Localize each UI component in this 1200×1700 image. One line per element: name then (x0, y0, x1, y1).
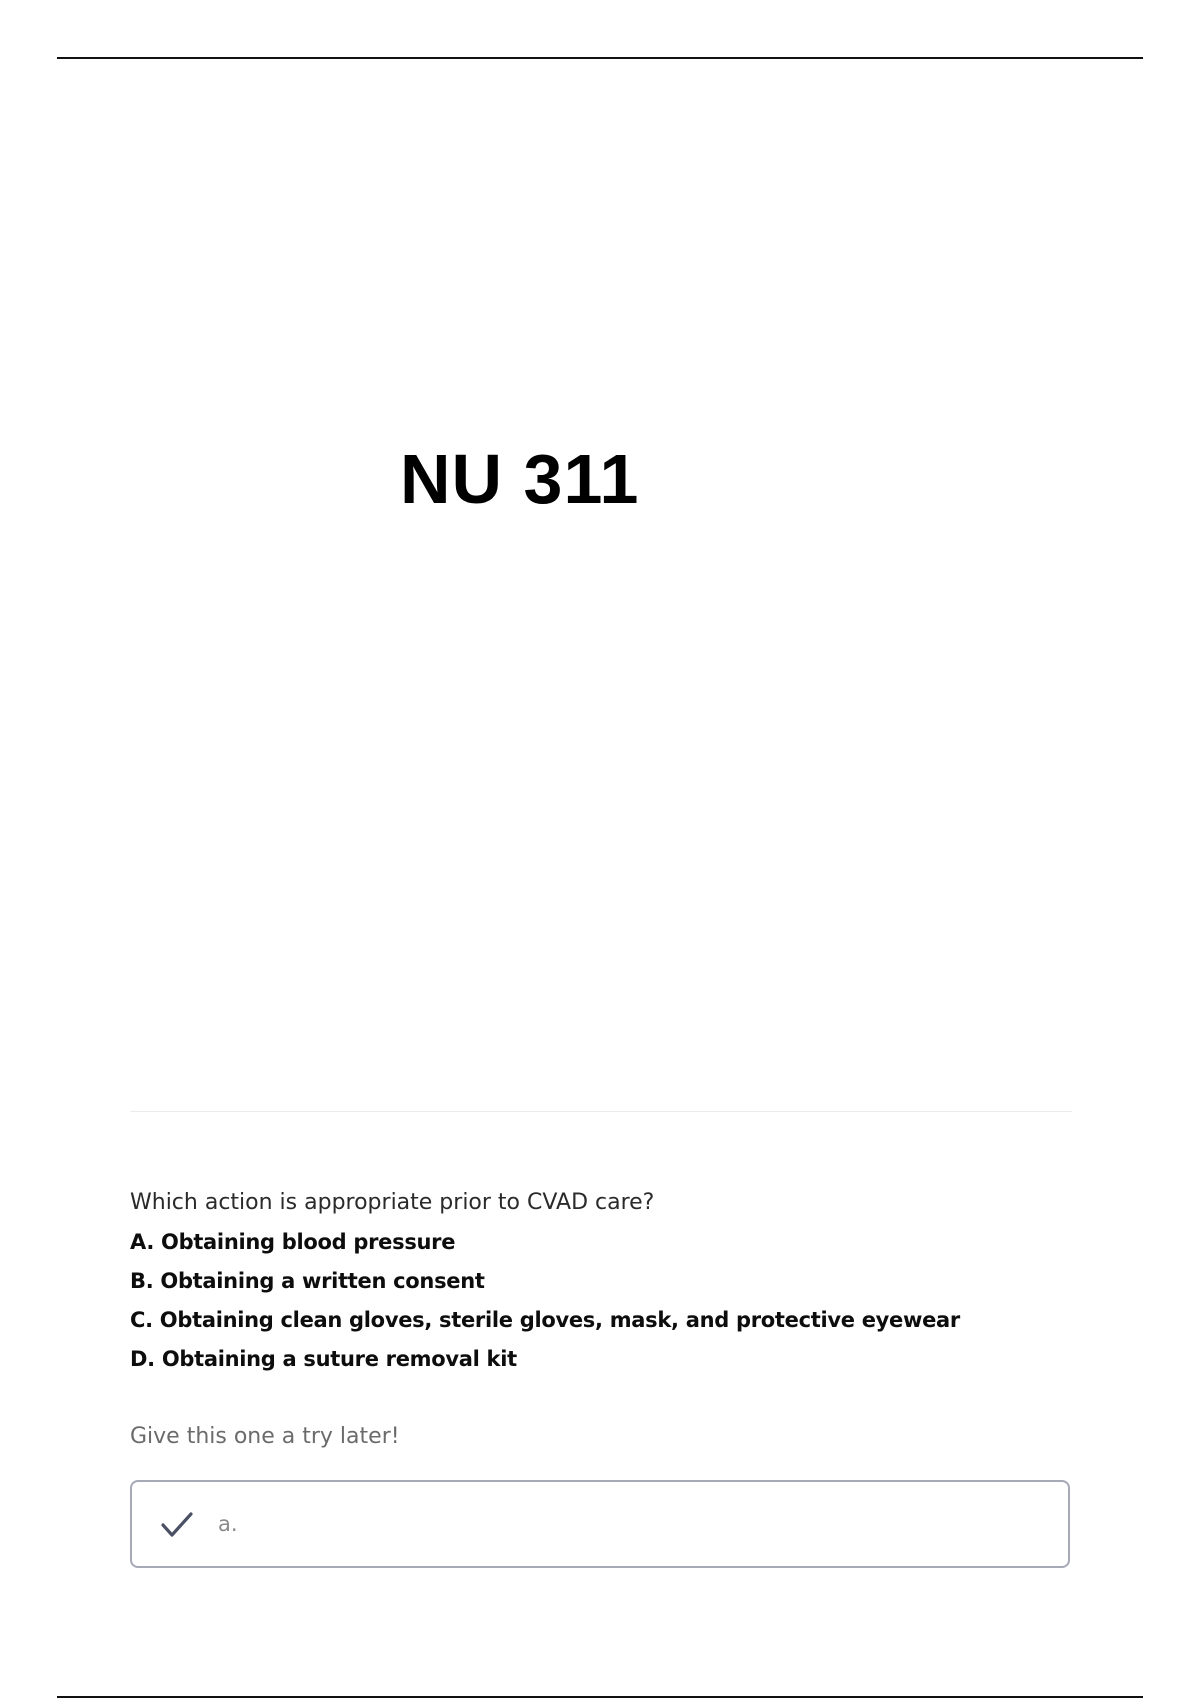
page-bottom-rule (57, 1696, 1143, 1698)
question-text: Which action is appropriate prior to CVAD care? (130, 1190, 655, 1215)
checkmark-icon (160, 1510, 194, 1540)
hint-text: Give this one a try later! (130, 1424, 400, 1449)
answer-text: a. (218, 1512, 238, 1536)
option-a: A. Obtaining blood pressure (130, 1230, 456, 1254)
section-divider (130, 1111, 1072, 1112)
option-d: D. Obtaining a suture removal kit (130, 1347, 517, 1371)
option-b: B. Obtaining a written consent (130, 1269, 485, 1293)
page-top-rule (57, 57, 1143, 59)
course-title: NU 311 (400, 440, 640, 518)
option-c: C. Obtaining clean gloves, sterile gloves, mask, and protective eyewear (130, 1308, 960, 1332)
question-block (130, 1188, 1070, 1374)
answer-options (130, 1227, 1070, 1374)
answer-card[interactable] (130, 1480, 1070, 1568)
